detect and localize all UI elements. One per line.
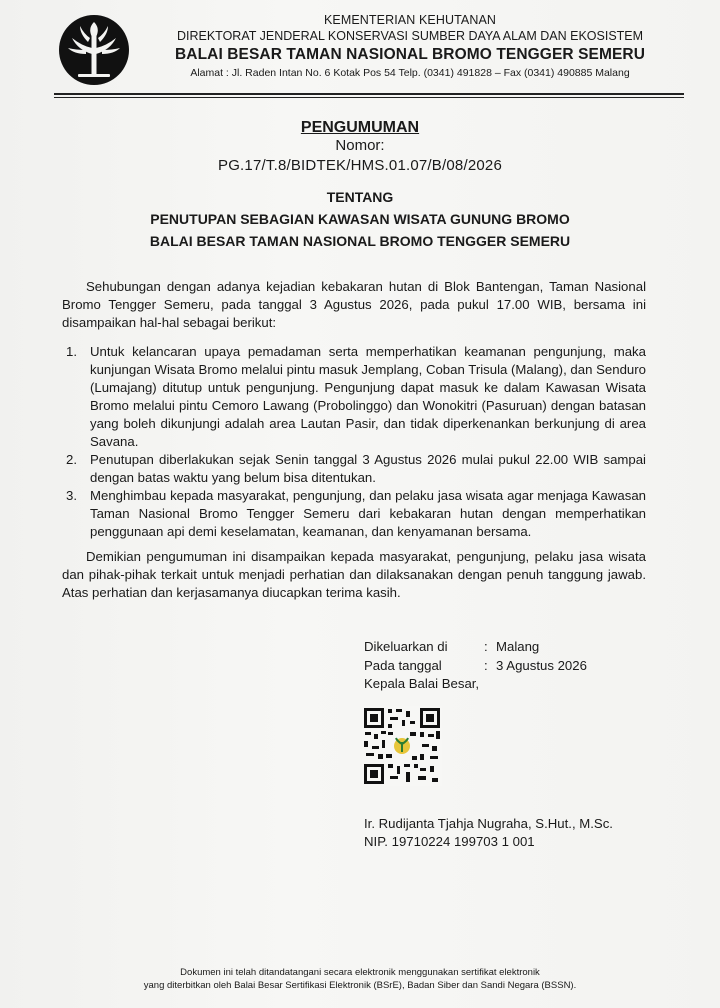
subject-line-1: PENUTUPAN SEBAGIAN KAWASAN WISATA GUNUNG BROMO — [150, 211, 570, 227]
list-item-number: 3. — [66, 488, 77, 503]
colon: : — [484, 657, 488, 673]
list-item-text: Menghimbau kepada masyarakat, pengunjung, dan pelaku jasa wisata agar menjaga Kawasan Taman Nasional Bromo Tengger Semeru dari kebakaran hutan dengan memperhatikan penggunaan api demi keselamatan, keamanan, dan kenyamanan bersama. — [90, 488, 646, 539]
list-item — [62, 451, 646, 487]
list-item — [62, 487, 646, 541]
letterhead-office: BALAI BESAR TAMAN NASIONAL BROMO TENGGER SEMERU — [175, 46, 645, 63]
issued-label: Dikeluarkan di — [364, 639, 448, 654]
letterhead-ministry: KEMENTERIAN KEHUTANAN — [323, 13, 497, 27]
footer-line-2: yang diterbitkan oleh Balai Besar Sertifikasi Elektronik (BSrE), Badan Siber dan Sandi Negara (BSSN). — [143, 980, 577, 991]
subject-line-2: BALAI BESAR TAMAN NASIONAL BROMO TENGGER SEMERU — [149, 233, 571, 249]
letterhead-directorate: DIREKTORAT JENDERAL KONSERVASI SUMBER DAYA ALAM DAN EKOSISTEM — [176, 29, 644, 43]
signer-details — [364, 815, 613, 851]
subject-heading: TENTANG — [326, 189, 394, 205]
document-heading: PENGUMUMAN — [300, 119, 420, 136]
number-label: Nomor: — [335, 137, 385, 154]
document-number: PG.17/T.8/BIDTEK/HMS.01.07/B/08/2026 — [217, 157, 502, 174]
letterhead — [140, 12, 680, 80]
list-item-text: Penutupan diberlakukan sejak Senin tanggal 3 Agustus 2026 mulai pukul 22.00 WIB sampai dengan batas waktu yang belum bisa ditentukan. — [90, 452, 646, 485]
signer-nip: NIP. 19710224 199703 1 001 — [364, 834, 535, 849]
date-label: Pada tanggal — [364, 657, 442, 673]
list-item-text: Untuk kelancaran upaya pemadaman serta memperhatikan keamanan pengunjung, maka kunjungan Wisata Bromo melalui pintu masuk Jemplang, Coban Trisula (Malang), dan Senduro (Lumajang) ditutup untuk pengunjung. Pengunjung dapat masuk ke dalam Kawasan Wisata Bromo melalui pintu Cemoro Lawang (Probolinggo) dan Wonokitri (Pasuruan) dengan batasan yang boleh dikunjungi adalah area Lautan Pasir, dan tidak diperkenankan berkunjung di area Savana. — [90, 344, 646, 449]
letterhead-address: Alamat : Jl. Raden Intan No. 6 Kotak Pos 54 Telp. (0341) 491828 – Fax (0341) 490885 Malang — [190, 67, 630, 79]
signer-position: Kepala Balai Besar, — [364, 676, 480, 691]
signature-block — [364, 638, 587, 694]
date-value: 3 Agustus 2026 — [496, 657, 587, 673]
electronic-signature-note — [0, 966, 720, 992]
closing-paragraph: Demikian pengumuman ini disampaikan kepada masyarakat, pengunjung, pelaku jasa wisata dan pihak-pihak terkait untuk menjadi perhatian dan dilaksanakan dengan penuh tanggung jawab. Atas perhatian dan kerjasamanya diucapkan terima kasih. — [62, 549, 646, 600]
list-item — [62, 343, 646, 451]
footer-line-1: Dokumen ini telah ditandatangani secara elektronik menggunakan sertifikat elektronik — [180, 967, 540, 978]
intro-paragraph: Sehubungan dengan adanya kejadian kebakaran hutan di Blok Bantengan, Taman Nasional Bromo Tengger Semeru, pada tanggal 3 Agustus 2026, pada pukul 17.00 WIB, bersama ini disampaikan hal-hal sebagai berikut: — [62, 279, 646, 330]
qr-code-signature-icon — [362, 706, 442, 786]
list-item-number: 1. — [66, 344, 77, 359]
signer-name: Ir. Rudijanta Tjahja Nugraha, S.Hut., M.Sc. — [364, 816, 613, 831]
announcement-list — [62, 343, 646, 541]
tree-emblem-logo-icon — [58, 14, 130, 86]
issued-date-row — [364, 657, 587, 676]
issued-place-row — [364, 638, 587, 657]
list-item-number: 2. — [66, 452, 77, 467]
colon: : — [484, 639, 488, 654]
issued-value: Malang — [496, 639, 540, 654]
letterhead-divider-thin — [54, 97, 684, 98]
letterhead-divider — [54, 93, 684, 95]
